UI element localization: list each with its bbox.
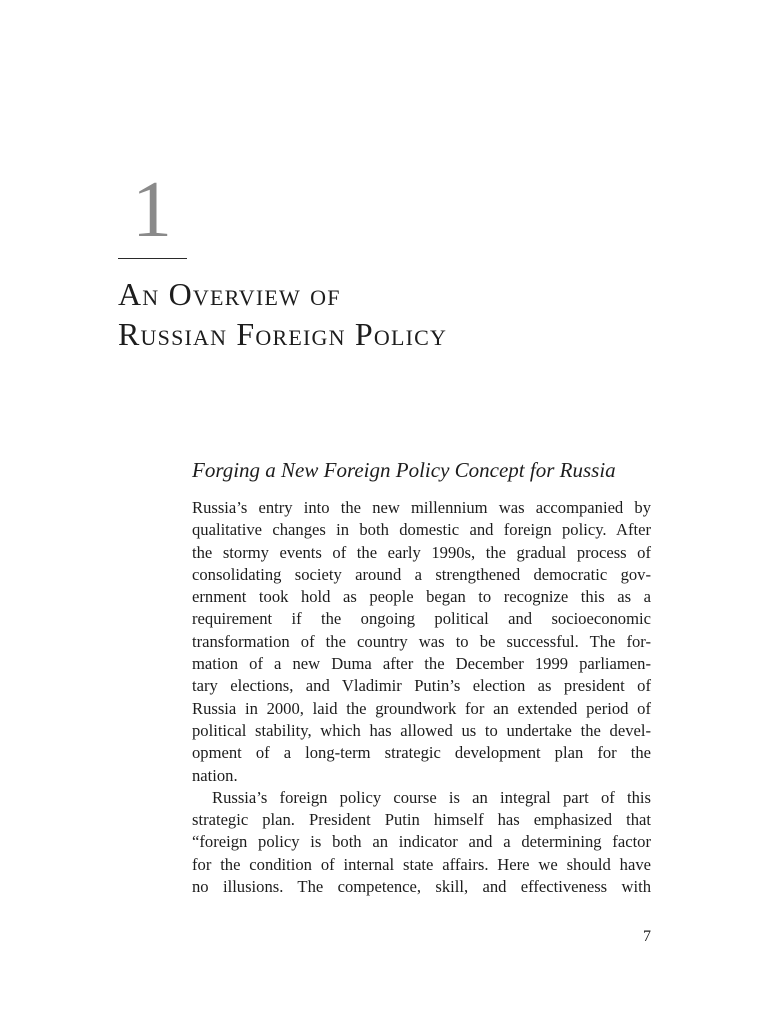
body-line: tary elections, and Vladimir Putin’s election as president of <box>192 676 651 696</box>
body-line: consolidating society around a strengthened democratic gov- <box>192 564 651 584</box>
body-line: nation. <box>192 765 238 785</box>
body-line: Russia’s foreign policy course is an integral part of this <box>212 787 651 807</box>
body-text <box>192 497 651 898</box>
body-line: political stability, which has allowed us to undertake the devel- <box>192 720 651 740</box>
body-line: the stormy events of the early 1990s, the gradual process of <box>192 542 651 562</box>
body-line: transformation of the country was to be successful. The for- <box>192 631 651 651</box>
chapter-title-line: Russian Foreign Policy <box>118 316 448 352</box>
chapter-title <box>118 274 447 354</box>
body-line: requirement if the ongoing political and socioeconomic <box>192 609 651 629</box>
body-line: no illusions. The competence, skill, and effectiveness with <box>192 877 651 897</box>
body-line: “foreign policy is both an indicator and a determining factor <box>192 832 651 852</box>
body-line: for the condition of internal state affairs. Here we should have <box>192 854 651 874</box>
page-number: 7 <box>643 928 651 945</box>
body-line: opment of a long-term strategic development plan for the <box>192 743 651 763</box>
chapter-rule <box>118 258 187 259</box>
body-line: Russia’s entry into the new millennium was accompanied by <box>192 498 651 517</box>
body-line: ernment took hold as people began to recognize this as a <box>192 587 651 607</box>
body-line: strategic plan. President Putin himself has emphasized that <box>192 810 651 830</box>
section-heading: Forging a New Foreign Policy Concept for Russia <box>192 458 616 482</box>
body-line: mation of a new Duma after the December 1999 parliamen- <box>192 654 651 674</box>
body-line: qualitative changes in both domestic and foreign policy. After <box>192 520 651 540</box>
chapter-number: 1 <box>132 166 172 254</box>
chapter-title-line: An Overview of <box>118 276 341 312</box>
body-line: Russia in 2000, laid the groundwork for an extended period of <box>192 698 651 718</box>
